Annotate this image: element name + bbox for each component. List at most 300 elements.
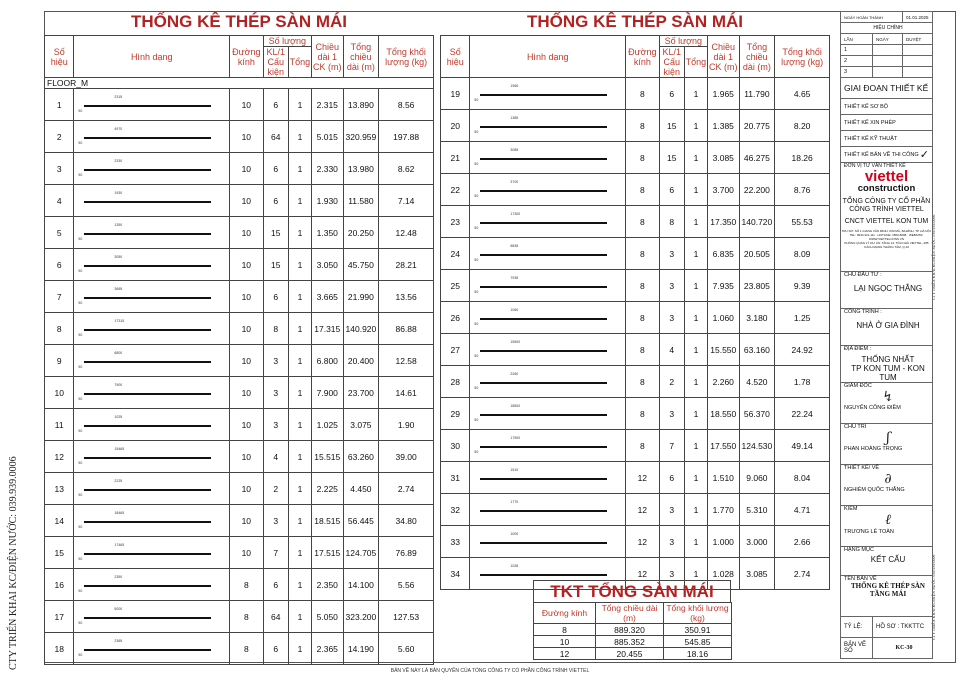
table-row bbox=[45, 153, 434, 185]
bar-line bbox=[480, 414, 607, 416]
bar-length-label: 2350 bbox=[114, 575, 123, 579]
bar-shape bbox=[470, 174, 626, 206]
location-2: TP KON TUM - KON TUM bbox=[851, 364, 925, 382]
bar-line bbox=[84, 233, 211, 235]
row-len1: 2.365 bbox=[312, 633, 344, 665]
bar-shape bbox=[74, 633, 230, 665]
row-len1: 2.260 bbox=[708, 366, 740, 398]
date-label: NGÀY HOÀN THÀNH bbox=[841, 12, 903, 23]
row-weight: 28.21 bbox=[379, 249, 434, 281]
col-len1: Chiều dài 1 CK (m) bbox=[312, 36, 344, 78]
row-dia: 12 bbox=[626, 526, 660, 558]
drawing-name-cell bbox=[841, 576, 933, 617]
col-qty: Số lượng bbox=[263, 36, 311, 47]
investor-name: LẠI NGỌC THẮNG bbox=[853, 284, 923, 293]
col-lensum: Tổng chiều dài (m) bbox=[739, 36, 775, 78]
title-block bbox=[840, 11, 933, 659]
bar-length-label: 1028 bbox=[510, 564, 519, 568]
bar-length-label: 17500 bbox=[510, 436, 521, 440]
sum-weight: 18.16 bbox=[664, 648, 732, 660]
row-weight: 76.89 bbox=[379, 537, 434, 569]
row-total: 1 bbox=[288, 185, 311, 217]
row-dia: 10 bbox=[230, 409, 264, 441]
row-total: 1 bbox=[684, 238, 707, 270]
row-dia: 10 bbox=[230, 377, 264, 409]
row-no: 1 bbox=[45, 89, 74, 121]
bar-length-label: 1965 bbox=[510, 84, 519, 88]
rev-row: 3 bbox=[841, 67, 873, 78]
date-value: 01.01.2025 bbox=[903, 12, 933, 23]
bar-line bbox=[480, 446, 607, 448]
row-weight: 13.56 bbox=[379, 281, 434, 313]
row-kl: 7 bbox=[659, 430, 684, 462]
row-no: 32 bbox=[441, 494, 470, 526]
bar-line bbox=[480, 254, 607, 256]
row-total: 1 bbox=[684, 142, 707, 174]
table-row bbox=[441, 430, 830, 462]
table-row bbox=[441, 270, 830, 302]
sum-weight: 545.85 bbox=[664, 636, 732, 648]
table-row bbox=[45, 537, 434, 569]
table-row bbox=[45, 601, 434, 633]
row-total: 1 bbox=[288, 217, 311, 249]
bar-hook-label: 50 bbox=[78, 173, 83, 177]
category-label: HẠNG MỤC bbox=[844, 547, 874, 553]
chief-signature: ʃ bbox=[886, 430, 890, 446]
row-len1: 2.225 bbox=[312, 473, 344, 505]
bar-hook-label: 50 bbox=[474, 258, 479, 262]
drawing-name-label: TÊN BẢN VẼ bbox=[844, 576, 877, 582]
row-total: 1 bbox=[288, 441, 311, 473]
row-kl: 3 bbox=[659, 398, 684, 430]
bar-hook-label: 50 bbox=[78, 269, 83, 273]
row-total: 1 bbox=[684, 430, 707, 462]
row-total: 1 bbox=[288, 537, 311, 569]
chief-label: CHỦ TRÌ bbox=[844, 424, 867, 430]
bar-shape bbox=[470, 526, 626, 558]
row-total: 1 bbox=[288, 281, 311, 313]
bar-length-label: 2225 bbox=[114, 479, 123, 483]
summary-row bbox=[534, 636, 732, 648]
col-kl: KL/1 Cấu kiện bbox=[263, 47, 288, 78]
bar-shape bbox=[74, 569, 230, 601]
row-dia: 8 bbox=[626, 110, 660, 142]
bar-hook-label: 50 bbox=[78, 141, 83, 145]
row-lensum: 20.400 bbox=[343, 345, 379, 377]
row-no: 7 bbox=[45, 281, 74, 313]
row-lensum: 4.520 bbox=[739, 366, 775, 398]
row-len1: 17.315 bbox=[312, 313, 344, 345]
row-dia: 8 bbox=[230, 633, 264, 665]
bar-hook-label: 50 bbox=[474, 290, 479, 294]
bar-line bbox=[480, 126, 607, 128]
table-row bbox=[45, 633, 434, 665]
row-lensum: 11.790 bbox=[739, 78, 775, 110]
row-dia: 8 bbox=[626, 334, 660, 366]
bar-line bbox=[84, 649, 211, 651]
bar-hook-label: 50 bbox=[474, 130, 479, 134]
bar-length-label: 1350 bbox=[114, 223, 123, 227]
row-total: 1 bbox=[684, 110, 707, 142]
bar-line bbox=[480, 478, 607, 480]
stage-1: THIẾT KẾ SƠ BỘ bbox=[841, 99, 933, 115]
right-table-title: THỐNG KÊ THÉP SÀN MÁI bbox=[527, 12, 743, 31]
row-len1: 1.930 bbox=[312, 185, 344, 217]
sheet-no: KC-30 bbox=[873, 638, 933, 659]
bar-line bbox=[480, 190, 607, 192]
row-no: 2 bbox=[45, 121, 74, 153]
bar-shape bbox=[74, 345, 230, 377]
col-total: Tổng bbox=[288, 47, 311, 78]
table-row bbox=[441, 302, 830, 334]
row-dia: 8 bbox=[626, 142, 660, 174]
bar-hook-label: 50 bbox=[78, 589, 83, 593]
row-kl: 6 bbox=[263, 185, 288, 217]
checker-name: TRƯƠNG LÊ TOÀN bbox=[844, 529, 894, 535]
row-dia: 10 bbox=[230, 473, 264, 505]
row-weight: 4.71 bbox=[775, 494, 830, 526]
row-lensum: 14.100 bbox=[343, 569, 379, 601]
bar-shape bbox=[470, 462, 626, 494]
row-total: 1 bbox=[288, 121, 311, 153]
rev-row: 2 bbox=[841, 56, 873, 67]
bar-hook-label: 50 bbox=[78, 557, 83, 561]
bar-line bbox=[480, 158, 607, 160]
row-len1: 3.050 bbox=[312, 249, 344, 281]
summary-row bbox=[534, 624, 732, 636]
row-total: 1 bbox=[288, 569, 311, 601]
table-row bbox=[45, 217, 434, 249]
bar-length-label: 1385 bbox=[510, 116, 519, 120]
bar-line bbox=[480, 222, 607, 224]
row-total: 1 bbox=[684, 398, 707, 430]
row-weight: 197.88 bbox=[379, 121, 434, 153]
bar-length-label: 2330 bbox=[114, 159, 123, 163]
project-cell bbox=[841, 309, 933, 346]
bar-line bbox=[480, 382, 607, 384]
bar-line bbox=[84, 617, 211, 619]
row-no: 5 bbox=[45, 217, 74, 249]
row-dia: 10 bbox=[230, 121, 264, 153]
row-kl: 3 bbox=[659, 494, 684, 526]
bar-shape bbox=[74, 313, 230, 345]
row-lensum: 22.200 bbox=[739, 174, 775, 206]
bar-hook-label: 50 bbox=[474, 226, 479, 230]
row-len1: 1.385 bbox=[708, 110, 740, 142]
row-dia: 8 bbox=[626, 302, 660, 334]
bar-hook-label: 50 bbox=[474, 386, 479, 390]
row-lensum: 9.060 bbox=[739, 462, 775, 494]
category-value: KẾT CẤU bbox=[870, 555, 906, 564]
row-dia: 10 bbox=[230, 345, 264, 377]
location-1: THỐNG NHẤT bbox=[861, 355, 915, 364]
bar-shape bbox=[74, 473, 230, 505]
row-lensum: 14.190 bbox=[343, 633, 379, 665]
bar-line bbox=[84, 137, 211, 139]
table-row bbox=[45, 313, 434, 345]
stage-2: THIẾT KẾ XIN PHÉP bbox=[841, 115, 933, 131]
row-kl: 8 bbox=[263, 313, 288, 345]
row-lensum: 23.805 bbox=[739, 270, 775, 302]
bar-length-label: 18500 bbox=[510, 404, 521, 408]
row-weight: 5.60 bbox=[379, 633, 434, 665]
bar-shape bbox=[470, 334, 626, 366]
row-total: 1 bbox=[288, 601, 311, 633]
bar-shape bbox=[470, 302, 626, 334]
bar-hook-label: 50 bbox=[474, 162, 479, 166]
row-kl: 7 bbox=[263, 537, 288, 569]
col-no: Số hiệu bbox=[441, 36, 470, 78]
row-total: 1 bbox=[288, 313, 311, 345]
bar-length-label: 1000 bbox=[510, 532, 519, 536]
row-lensum: 23.700 bbox=[343, 377, 379, 409]
investor-cell bbox=[841, 272, 933, 309]
row-total: 1 bbox=[684, 78, 707, 110]
row-kl: 64 bbox=[263, 601, 288, 633]
row-total: 1 bbox=[684, 334, 707, 366]
table-row bbox=[45, 441, 434, 473]
bar-line bbox=[480, 350, 607, 352]
bar-line bbox=[84, 425, 211, 427]
row-len1: 7.900 bbox=[312, 377, 344, 409]
table-row bbox=[45, 569, 434, 601]
row-weight: 8.76 bbox=[775, 174, 830, 206]
sum-len: 885.352 bbox=[596, 636, 664, 648]
row-lensum: 3.180 bbox=[739, 302, 775, 334]
row-dia: 12 bbox=[626, 462, 660, 494]
bar-length-label: 4970 bbox=[114, 127, 123, 131]
bar-hook-label: 50 bbox=[78, 237, 83, 241]
row-dia: 12 bbox=[626, 558, 660, 590]
row-total: 1 bbox=[288, 377, 311, 409]
row-total: 1 bbox=[288, 153, 311, 185]
left-steel-table bbox=[44, 35, 434, 665]
row-no: 27 bbox=[441, 334, 470, 366]
sum-dia: 12 bbox=[534, 648, 596, 660]
consultant-label: ĐƠN VỊ TƯ VẤN THIẾT KẾ bbox=[844, 163, 906, 169]
director-label: GIÁM ĐỐC bbox=[844, 383, 872, 389]
sum-dia: 10 bbox=[534, 636, 596, 648]
row-len1: 1.000 bbox=[708, 526, 740, 558]
bar-hook-label: 50 bbox=[474, 450, 479, 454]
right-side-note-2: CTY TRIỂN KHAI KC/ĐIỆN NƯỚC: 039.939.0006 bbox=[931, 554, 936, 640]
row-no: 20 bbox=[441, 110, 470, 142]
right-steel-table bbox=[440, 35, 830, 590]
row-lensum: 11.580 bbox=[343, 185, 379, 217]
row-lensum: 5.310 bbox=[739, 494, 775, 526]
row-weight: 1.25 bbox=[775, 302, 830, 334]
drawing-name-2: TẦNG MÁI bbox=[869, 590, 907, 598]
row-no: 4 bbox=[45, 185, 74, 217]
row-len1: 2.315 bbox=[312, 89, 344, 121]
scale-label: TỶ LỆ: bbox=[841, 617, 873, 638]
row-weight: 86.88 bbox=[379, 313, 434, 345]
row-kl: 3 bbox=[659, 558, 684, 590]
bar-shape bbox=[74, 601, 230, 633]
bar-shape bbox=[74, 377, 230, 409]
bar-length-label: 3050 bbox=[114, 255, 123, 259]
col-lensum: Tổng chiều dài (m) bbox=[343, 36, 379, 78]
row-total: 1 bbox=[684, 494, 707, 526]
row-lensum: 3.075 bbox=[343, 409, 379, 441]
bar-line bbox=[84, 297, 211, 299]
row-dia: 8 bbox=[230, 601, 264, 633]
row-weight: 14.61 bbox=[379, 377, 434, 409]
row-len1: 1.510 bbox=[708, 462, 740, 494]
sum-col-dia: Đường kính bbox=[534, 603, 596, 624]
bar-shape bbox=[74, 121, 230, 153]
bar-line bbox=[84, 105, 211, 107]
row-total: 1 bbox=[684, 558, 707, 590]
row-kl: 6 bbox=[659, 174, 684, 206]
row-dia: 12 bbox=[626, 494, 660, 526]
row-lensum: 320.959 bbox=[343, 121, 379, 153]
row-len1: 1.770 bbox=[708, 494, 740, 526]
col-shape: Hình dạng bbox=[470, 36, 626, 78]
drawing-name-1: THỐNG KÊ THÉP SÀN bbox=[851, 582, 925, 590]
revision-title: HIỆU CHỈNH bbox=[841, 23, 933, 34]
row-dia: 8 bbox=[626, 174, 660, 206]
table-row bbox=[45, 473, 434, 505]
bar-length-label: 5000 bbox=[114, 607, 123, 611]
bar-shape bbox=[74, 153, 230, 185]
row-total: 1 bbox=[288, 89, 311, 121]
bar-line bbox=[480, 94, 607, 96]
row-kl: 6 bbox=[263, 153, 288, 185]
bar-hook-label: 50 bbox=[474, 322, 479, 326]
row-weight: 12.58 bbox=[379, 345, 434, 377]
row-dia: 10 bbox=[230, 281, 264, 313]
table-row bbox=[45, 249, 434, 281]
checker-label: KIỂM bbox=[844, 506, 858, 512]
location-label: ĐỊA ĐIỂM : bbox=[844, 346, 872, 352]
row-total: 1 bbox=[288, 249, 311, 281]
footer-note: BẢN VẼ NÀY LÀ BẢN QUYỀN CỦA TỔNG CÔNG TY CỔ PHẦN CÔNG TRÌNH VIETTEL bbox=[390, 668, 590, 674]
bar-hook-label: 50 bbox=[474, 98, 479, 102]
bar-hook-label: 50 bbox=[78, 365, 83, 369]
bar-line bbox=[480, 510, 607, 512]
col-no: Số hiệu bbox=[45, 36, 74, 78]
row-kl: 3 bbox=[659, 238, 684, 270]
row-total: 1 bbox=[684, 174, 707, 206]
designer-label: THIẾT KẾ/ VẼ bbox=[844, 465, 880, 471]
row-kl: 15 bbox=[659, 142, 684, 174]
row-len1: 6.800 bbox=[312, 345, 344, 377]
table-row bbox=[45, 281, 434, 313]
branch-name: CNCT VIETTEL KON TUM bbox=[844, 218, 929, 225]
table-row bbox=[441, 398, 830, 430]
row-kl: 6 bbox=[263, 569, 288, 601]
row-total: 1 bbox=[684, 366, 707, 398]
company-address: TRỤ SỞ: SỐ 1 GIANG VĂN MINH, KIM MÃ, BA ĐÌNH, TP. HÀ NỘI. TEL: 0944.321.111 · HOTLINE: 1800.8098 · WEBSITE: WWW.VIETTELCONS.VN bbox=[841, 229, 932, 241]
row-lensum: 4.450 bbox=[343, 473, 379, 505]
company-name: TỔNG CÔNG TY CỔ PHẦN CÔNG TRÌNH VIETTEL bbox=[842, 198, 931, 213]
bar-line bbox=[480, 318, 607, 320]
row-no: 24 bbox=[441, 238, 470, 270]
director-name: NGUYỄN CÔNG ĐIỀM bbox=[844, 405, 901, 411]
row-lensum: 20.505 bbox=[739, 238, 775, 270]
row-weight: 127.53 bbox=[379, 601, 434, 633]
table-row bbox=[441, 494, 830, 526]
row-dia: 10 bbox=[230, 313, 264, 345]
bar-hook-label: 50 bbox=[78, 429, 83, 433]
row-len1: 15.550 bbox=[708, 334, 740, 366]
table-row bbox=[441, 462, 830, 494]
row-no: 13 bbox=[45, 473, 74, 505]
row-no: 11 bbox=[45, 409, 74, 441]
bar-shape bbox=[470, 398, 626, 430]
chief-cell bbox=[841, 424, 933, 465]
bar-shape bbox=[74, 249, 230, 281]
bar-length-label: 2365 bbox=[114, 639, 123, 643]
bar-length-label: 18465 bbox=[114, 511, 125, 515]
row-no: 30 bbox=[441, 430, 470, 462]
table-row bbox=[45, 409, 434, 441]
row-lensum: 63.160 bbox=[739, 334, 775, 366]
sum-len: 889.320 bbox=[596, 624, 664, 636]
row-dia: 8 bbox=[626, 366, 660, 398]
row-weight: 5.56 bbox=[379, 569, 434, 601]
row-len1: 5.050 bbox=[312, 601, 344, 633]
bar-shape bbox=[74, 185, 230, 217]
bar-length-label: 15465 bbox=[114, 447, 125, 451]
investor-label: CHỦ ĐẦU TƯ : bbox=[844, 272, 882, 278]
row-len1: 3.700 bbox=[708, 174, 740, 206]
sum-weight: 350.91 bbox=[664, 624, 732, 636]
col-dia: Đường kính bbox=[230, 36, 264, 78]
file-label: HỒ SƠ : TKKTTC bbox=[873, 617, 933, 638]
bar-length-label: 1060 bbox=[510, 308, 519, 312]
table-row bbox=[45, 345, 434, 377]
checker-cell bbox=[841, 506, 933, 547]
bar-line bbox=[480, 574, 607, 576]
bar-hook-label: 50 bbox=[78, 525, 83, 529]
stage-3: THIẾT KẾ KỸ THUẬT bbox=[841, 131, 933, 147]
row-dia: 8 bbox=[626, 78, 660, 110]
director-signature: ↯ bbox=[882, 389, 894, 405]
row-dia: 10 bbox=[230, 153, 264, 185]
row-lensum: 45.750 bbox=[343, 249, 379, 281]
col-shape: Hình dạng bbox=[74, 36, 230, 78]
row-lensum: 13.890 bbox=[343, 89, 379, 121]
group-label: FLOOR_M bbox=[45, 78, 434, 89]
row-weight: 22.24 bbox=[775, 398, 830, 430]
sum-col-len: Tổng chiều dài (m) bbox=[596, 603, 664, 624]
bar-length-label: 3700 bbox=[510, 180, 519, 184]
bar-shape bbox=[470, 78, 626, 110]
row-weight: 2.66 bbox=[775, 526, 830, 558]
table-row bbox=[441, 526, 830, 558]
row-weight: 8.62 bbox=[379, 153, 434, 185]
row-kl: 3 bbox=[263, 345, 288, 377]
row-total: 1 bbox=[288, 409, 311, 441]
bar-length-label: 2260 bbox=[510, 372, 519, 376]
table-row bbox=[441, 238, 830, 270]
row-kl: 2 bbox=[659, 366, 684, 398]
location-cell bbox=[841, 346, 933, 383]
bar-hook-label: 50 bbox=[78, 109, 83, 113]
row-len1: 6.835 bbox=[708, 238, 740, 270]
consultant-cell bbox=[841, 163, 933, 272]
bar-shape bbox=[74, 537, 230, 569]
row-no: 9 bbox=[45, 345, 74, 377]
row-no: 25 bbox=[441, 270, 470, 302]
table-row bbox=[45, 377, 434, 409]
summary-row bbox=[534, 648, 732, 660]
bar-line bbox=[84, 521, 211, 523]
bar-shape bbox=[470, 494, 626, 526]
bar-length-label: 1025 bbox=[114, 415, 123, 419]
